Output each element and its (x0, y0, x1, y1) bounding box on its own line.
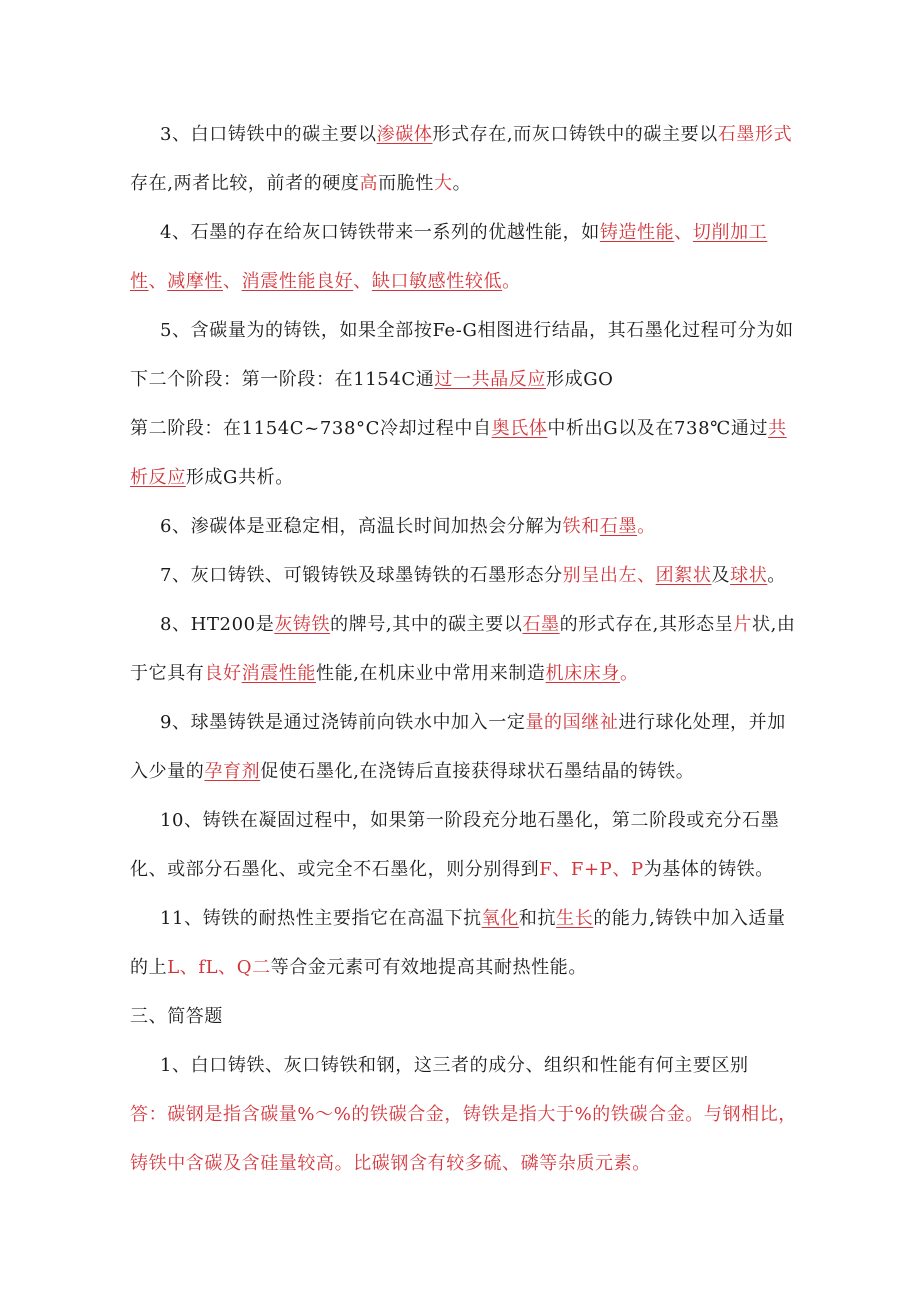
q5-text: 下二个阶段：第一阶段：在1154C通 (130, 369, 435, 390)
q3-line2 (130, 172, 471, 196)
q7-text: 7、灰口铸铁、可锻铸铁及球墨铸铁的石墨形态分 (160, 565, 563, 586)
q5-text: 形成GO (546, 369, 614, 390)
q3-text: 存在,两者比较，前者的硬度 (130, 173, 360, 194)
q11-answer-elements: L、fL、Q二 (167, 957, 271, 978)
q8-answer-flake: 片 (733, 614, 752, 635)
q9-text: 9、球墨铸铁是通过浇铸前向铁水中加入一定 (160, 712, 526, 733)
q6-answer-iron: 铁和 (562, 516, 600, 537)
q4-line2 (130, 270, 521, 294)
q3-text: 而脆性 (378, 173, 434, 194)
q3-answer-cementite: 渗碳体 (376, 124, 433, 145)
q9-text: 促使石墨化,在浇铸后直接获得球状石墨结晶的铸铁。 (260, 761, 695, 782)
q7-period: 。 (767, 565, 786, 586)
q4-line1 (160, 221, 767, 245)
q5-answer-eutectoid: 共 (768, 418, 787, 439)
short-answer-line1: 答：碳钢是指含碳量%～%的铁碳合金，铸铁是指大于%的铁碳合金。与钢相比， (130, 1104, 797, 1125)
q3-answer-graphite: 石墨形式 (717, 124, 793, 145)
q10-line1 (160, 809, 779, 833)
q4-answer-antifriction: 减摩性 (167, 271, 224, 292)
q10-text: 化、或部分石墨化、或完全不石墨化，则分别得到 (130, 859, 540, 880)
q7-answer-flocculent: 团絮状 (655, 565, 712, 586)
q3-line1 (160, 123, 792, 147)
q10-line2 (130, 858, 774, 882)
q4-separator: 、 (148, 271, 168, 292)
q4-period: 。 (502, 271, 521, 292)
q4-answer-notch: 缺口敏感性较低 (371, 271, 503, 292)
q5-text: 中析出G以及在738℃通过 (547, 418, 769, 439)
q8-period: 。 (619, 663, 639, 684)
q4-answer-machining-cont: 性 (130, 271, 149, 292)
q8-text: 状,由 (752, 614, 796, 635)
q5-text: 第二阶段：在1154C~738°C冷却过程中自 (130, 418, 492, 439)
q11-line2 (130, 956, 587, 980)
q5-text: 形成G共析。 (185, 467, 294, 488)
q9-line2 (130, 760, 694, 784)
q5-line4 (130, 466, 294, 490)
q4-separator: 、 (353, 271, 372, 292)
q11-text: 的上 (130, 957, 168, 978)
q10-answer-matrix: F、F+P、P (539, 859, 644, 880)
q4-separator: 、 (674, 222, 693, 243)
q4-answer-casting: 铸造性能 (599, 222, 675, 243)
q8-answer-damping: 消震性能 (241, 663, 317, 684)
q11-text: 11、铸铁的耐热性主要指它在高温下抗 (160, 908, 482, 929)
q7-answer-flake: 别呈出左 (562, 565, 638, 586)
q4-answer-machining: 切削加工 (692, 222, 768, 243)
q3-text: 3、白口铸铁中的碳主要以 (160, 124, 377, 145)
q6-answer-graphite: 石墨 (599, 516, 638, 537)
q4-text: 4、石墨的存在给灰口铸铁带来一系列的优越性能，如 (160, 222, 600, 243)
q4-separator: 、 (223, 271, 242, 292)
q8-line2 (130, 662, 639, 686)
q11-line1 (160, 907, 786, 931)
q11-answer-growth: 生长 (556, 908, 594, 929)
q11-text: 和抗 (518, 908, 557, 929)
q5-answer-austenite: 奥氏体 (491, 418, 548, 439)
q7-line1 (160, 564, 786, 588)
q9-line1 (160, 711, 786, 735)
q8-answer-machine-bed: 机床床身 (545, 663, 620, 684)
q6-line1 (160, 515, 656, 539)
q6-period: 。 (637, 516, 656, 537)
q3-text: 。 (452, 173, 472, 194)
q5-line3 (130, 417, 787, 441)
q8-answer-graphite: 石墨 (522, 614, 560, 635)
q7-text: 及 (711, 565, 731, 586)
q5-text: 5、含碳量为的铸铁，如果全部按Fe-G相图进行结晶，其石墨化过程可分为如 (160, 320, 794, 341)
q10-text: 10、铸铁在凝固过程中，如果第一阶段充分地石墨化，第二阶段或充分石墨 (160, 810, 780, 831)
q5-line1 (160, 319, 794, 343)
q9-text: 进行球化处理，并加 (618, 712, 786, 733)
q10-text: 为基体的铸铁。 (643, 859, 774, 880)
q8-text: 的牌号,其中的碳主要以 (330, 614, 523, 635)
q8-line1 (160, 613, 796, 637)
section-heading: 三、简答题 (130, 1006, 223, 1027)
q11-answer-oxidation: 氧化 (481, 908, 519, 929)
q3-answer-high: 高 (359, 173, 379, 194)
q11-text: 的能力,铸铁中加入适量 (593, 908, 786, 929)
q6-text: 6、渗碳体是亚稳定相，高温长时间加热会分解为 (160, 516, 563, 537)
q9-text: 入少量的 (130, 761, 205, 782)
q5-answer-eutectic: 过一共晶反应 (434, 369, 546, 390)
q4-answer-damping: 消震性能良好 (241, 271, 354, 292)
q8-text: 8、HT200是 (160, 614, 275, 635)
q9-answer-spheroidizer: 量的国继祉 (525, 712, 619, 733)
q8-text: 性能,在机床业中常用来制造 (316, 663, 546, 684)
q7-separator: 、 (637, 565, 656, 586)
q8-text: 的形式存在,其形态呈 (559, 614, 734, 635)
q8-answer-gray-iron: 灰铸铁 (274, 614, 331, 635)
q11-text: 等合金元素可有效地提高其耐热性能。 (270, 957, 587, 978)
q8-answer-good: 良好 (204, 663, 242, 684)
q9-answer-inoculant: 孕育剂 (204, 761, 261, 782)
q7-answer-spheroidal: 球状 (730, 565, 768, 586)
q8-text: 于它具有 (130, 663, 205, 684)
short-question-1: 1、白口铸铁、灰口铸铁和钢，这三者的成分、组织和性能有何主要区别 (160, 1055, 749, 1076)
q3-text: 形式存在,而灰口铸铁中的碳主要以 (432, 124, 718, 145)
q5-line2 (130, 368, 614, 392)
short-answer-line2: 铸铁中含碳及含硅量较高。比碳钢含有较多硫、磷等杂质元素。 (130, 1153, 651, 1174)
q5-answer-eutectoid-cont: 析反应 (130, 467, 186, 488)
q3-answer-large: 大 (433, 173, 453, 194)
